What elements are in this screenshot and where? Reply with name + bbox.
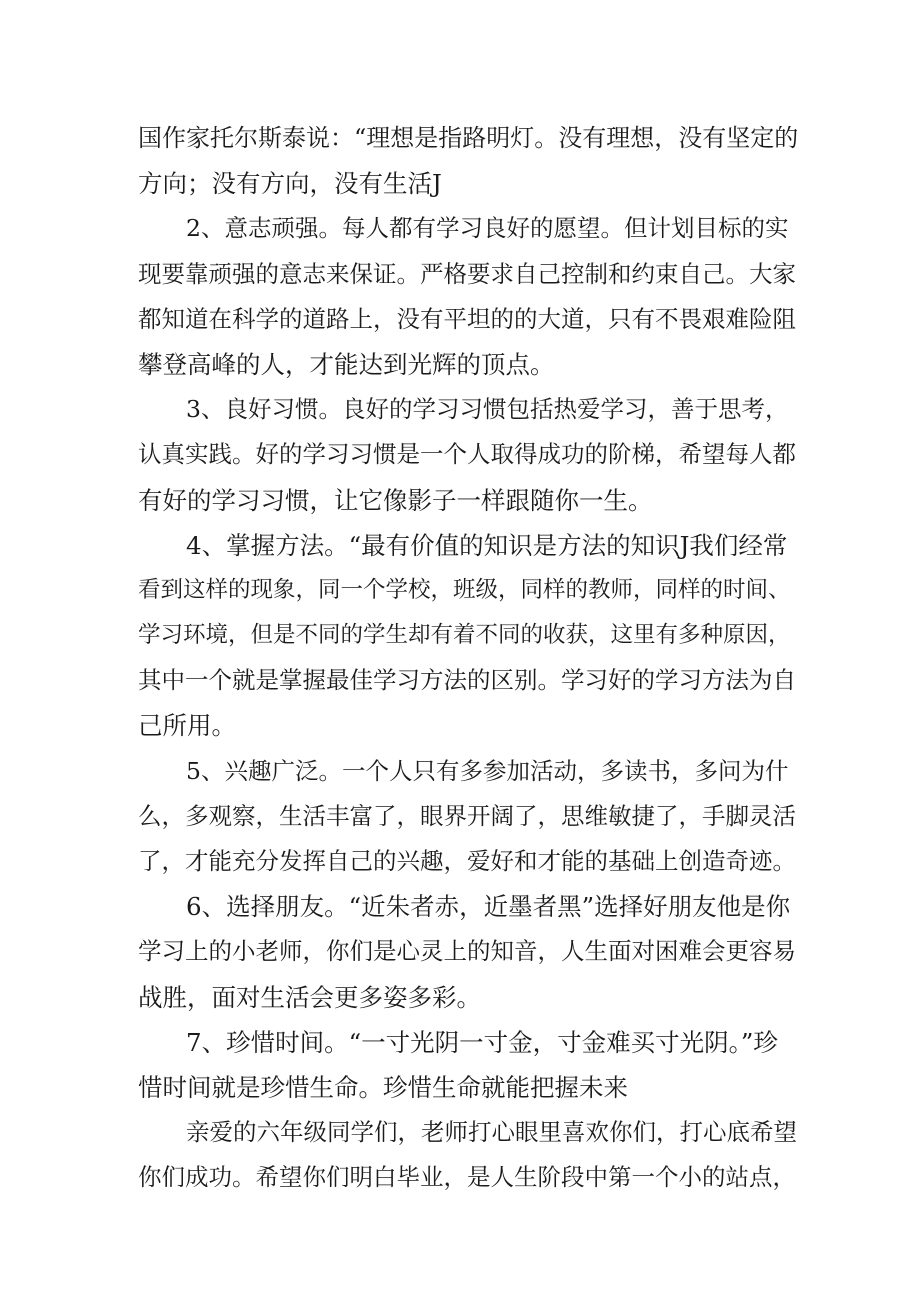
text-line: 4、掌握方法。“最有价值的知识是方法的知识J我们经常 [186,530,788,560]
text-line: 么，多观察，生活丰富了，眼界开阔了，思维敏捷了，手脚灵活 [138,801,796,830]
text-line: 认真实践。好的学习习惯是一个人取得成功的阶梯，希望每人都 [138,440,796,469]
text-line: 2、意志顽强。每人都有学习良好的愿望。但计划目标的实 [186,214,789,243]
text-line: 了，才能充分发挥自己的兴趣，爱好和才能的基础上创造奇迹。 [138,847,796,875]
text-line: 都知道在科学的道路上，没有平坦的的大道，只有不畏艰难险阻 [138,304,796,333]
text-line: 现要靠顽强的意志来保证。严格要求自己控制和约束自己。大家 [138,259,796,288]
text-line: 攀登高峰的人，才能达到光辉的顶点。 [138,349,555,379]
text-line: 其中一个就是掌握最佳学习方法的区别。学习好的学习方法为自 [138,666,796,695]
text-line: 3、良好习惯。良好的学习习惯包括热爱学习，善于思考， [186,395,789,424]
text-line: 6、选择朋友。“近朱者赤，近墨者黑”选择好朋友他是你 [186,892,791,922]
text-line: 学习上的小老师，你们是心灵上的知音，人生面对困难会更容易 [138,937,796,966]
text-line: 看到这样的现象，同一个学校，班级，同样的教师，同样的时间、 [138,576,791,603]
text-line: 亲爱的六年级同学们，老师打心眼里喜欢你们，打心底希望 [186,1118,797,1147]
text-line: 学习环境，但是不同的学生却有着不同的收获，这里有多种原因， [138,622,791,649]
text-line: 惜时间就是珍惜生命。珍惜生命就能把握未来 [138,1072,628,1102]
text-line: 有好的学习习惯，让它像影子一样跟随你一生。 [138,485,653,515]
text-line: 方向；没有方向，没有生活J [138,169,442,199]
text-line: 己所用。 [138,711,236,741]
text-line: 战胜，面对生活会更多姿多彩。 [138,982,481,1012]
text-line: 国作家托尔斯泰说：“理想是指路明灯。没有理想，没有坚定的 [138,124,798,152]
text-line: 7、珍惜时间。“一寸光阴一寸金，寸金难买寸光阴。”珍 [186,1027,778,1057]
text-line: 5、兴趣广泛。一个人只有多参加活动，多读书，多问为什 [186,756,789,785]
text-line: 你们成功。希望你们明白毕业，是人生阶段中第一个小的站点， [138,1163,796,1192]
document-body [138,116,798,1201]
